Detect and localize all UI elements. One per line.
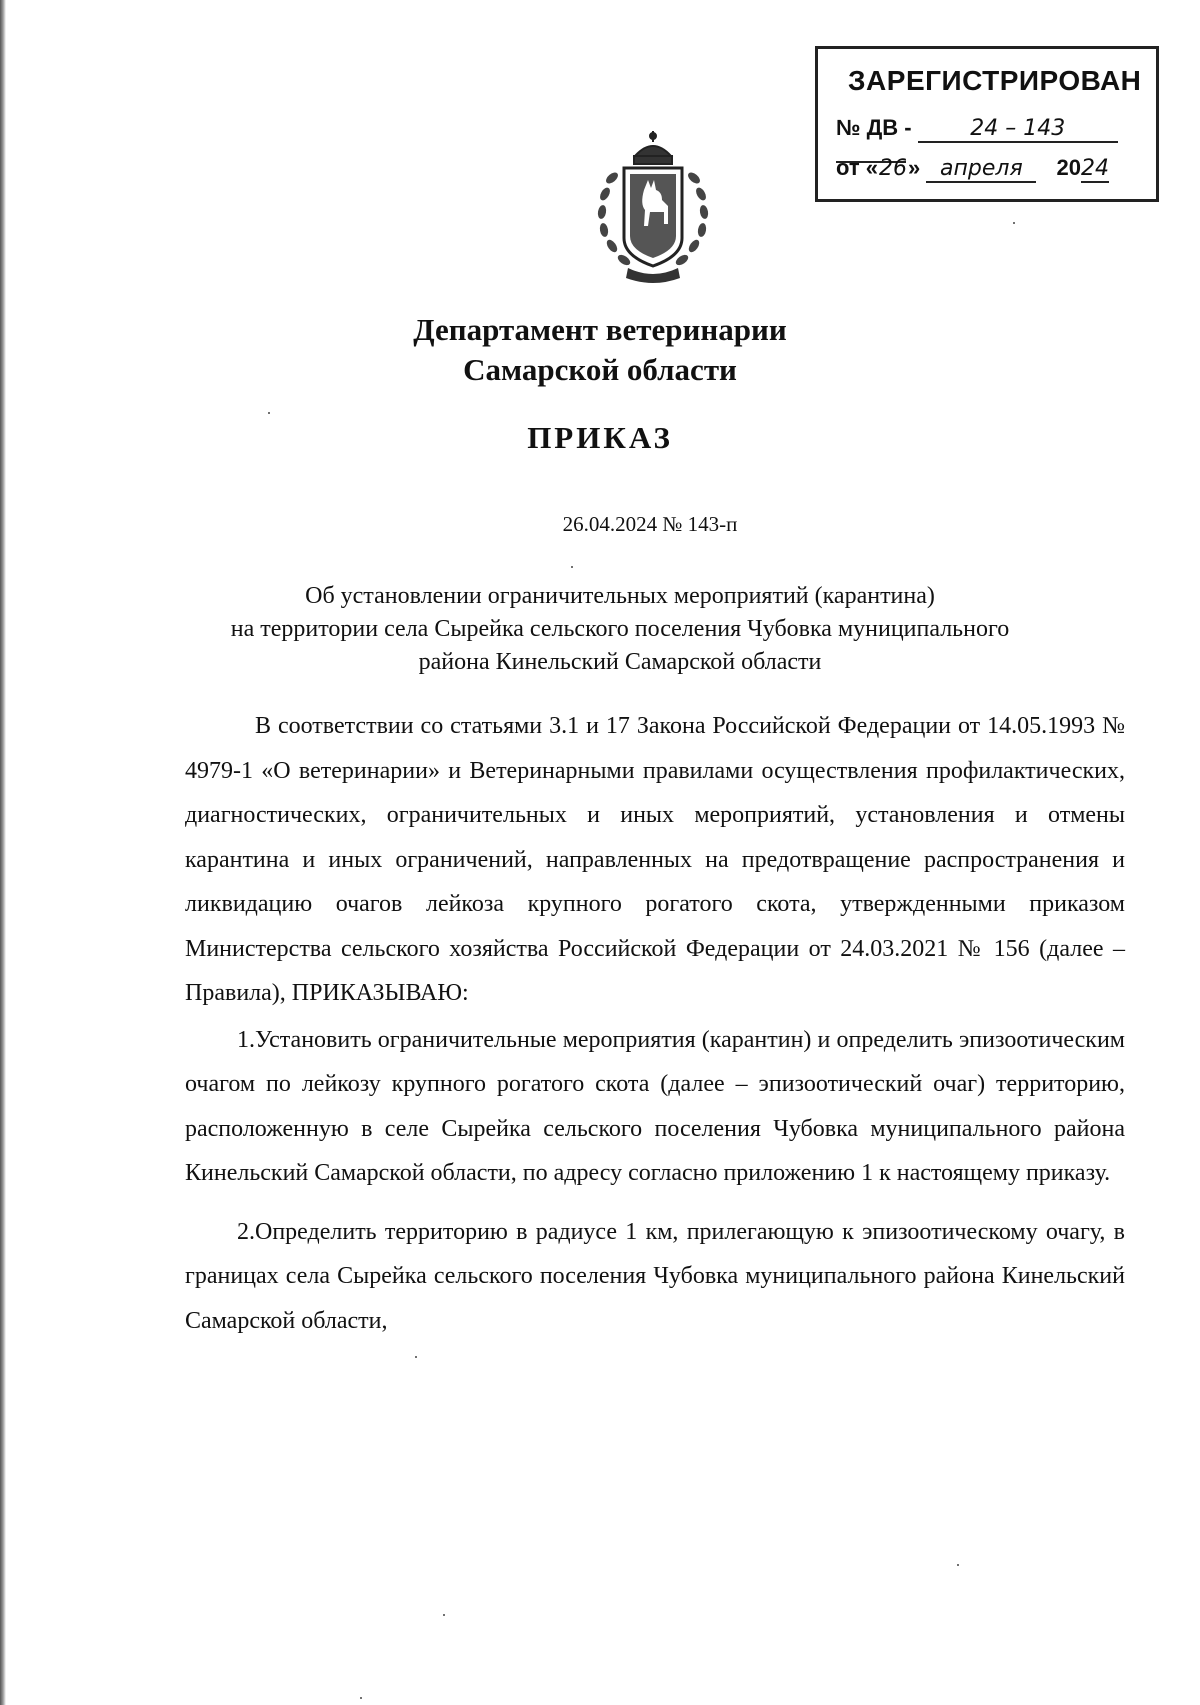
registration-stamp [815,46,1159,202]
stamp-date-line [836,155,1109,183]
document-body [185,704,1125,1343]
scan-edge [0,0,6,1705]
coat-of-arms-icon [588,128,718,288]
stamp-date-month: апреля [926,156,1036,183]
subject-line-2: на территории села Сырейка сельского поселения Чубовка муниципального [230,616,1010,642]
department-line-1: Департамент ветеринарии [413,312,787,347]
subject-line-3: района Кинельский Самарской области [418,649,822,675]
stamp-date-mid: » [908,155,921,180]
body-paragraph-preamble: В соответствии со статьями 3.1 и 17 Закона Российской Федерации от 14.05.1993 № 4979-1 «О ветеринарии» и Ветеринарными правилами осуществления профилактических, диагностических, ограничительных и иных мероприятий, установления и отмены карантина и иных ограничений, направленных на предотвращение распространения и ликвидацию очагов лейкоза крупного рогатого скота, утвержденными приказом Министерства сельского хозяйства Российской Федерации от 24.03.2021 № 156 (далее – Правила), ПРИКАЗЫВАЮ: [185,713,1125,1006]
scan-speck [360,1697,362,1699]
scan-speck [571,566,573,568]
document-date-number: 26.04.2024 № 143-п [562,512,738,536]
order-title: ПРИКАЗ [527,420,673,455]
stamp-date-day: 26 [879,156,908,181]
scan-speck [415,1356,417,1358]
scan-speck [268,412,270,414]
stamp-number-label: № ДВ - [836,115,912,140]
body-paragraph-item-1: 1.Установить ограничительные мероприятия (карантин) и определить эпизоотическим очагом по лейкозу крупного рогатого скота (далее – эпизоотический очаг) территорию, расположенную в селе Сырейка сельского поселения Чубовка муниципального района Кинельский Самарской области, по адресу согласно приложению 1 к настоящему приказу. [185,1026,1125,1186]
stamp-date-year-prefix: 20 [1056,155,1081,180]
stamp-date-prefix: от « [836,155,879,180]
department-name [0,310,1200,390]
department-line-2: Самарской области [463,352,737,387]
scan-speck [1013,222,1015,224]
subject-line-1: Об установлении ограничительных мероприятий (карантина) [305,583,935,609]
document-subject [150,580,1090,679]
body-paragraph-item-2: 2.Определить территорию в радиусе 1 км, прилегающую к эпизоотическому очагу, в границах села Сырейка сельского поселения Чубовка муниципального района Кинельский Самарской области, [185,1218,1125,1334]
scan-speck [957,1564,959,1566]
stamp-date-year-suffix: 24 [1081,156,1109,181]
stamp-title: ЗАРЕГИСТРИРОВАН [848,65,1142,96]
stamp-number-value: 24 – 143 [918,116,1118,143]
scan-speck [443,1614,445,1616]
